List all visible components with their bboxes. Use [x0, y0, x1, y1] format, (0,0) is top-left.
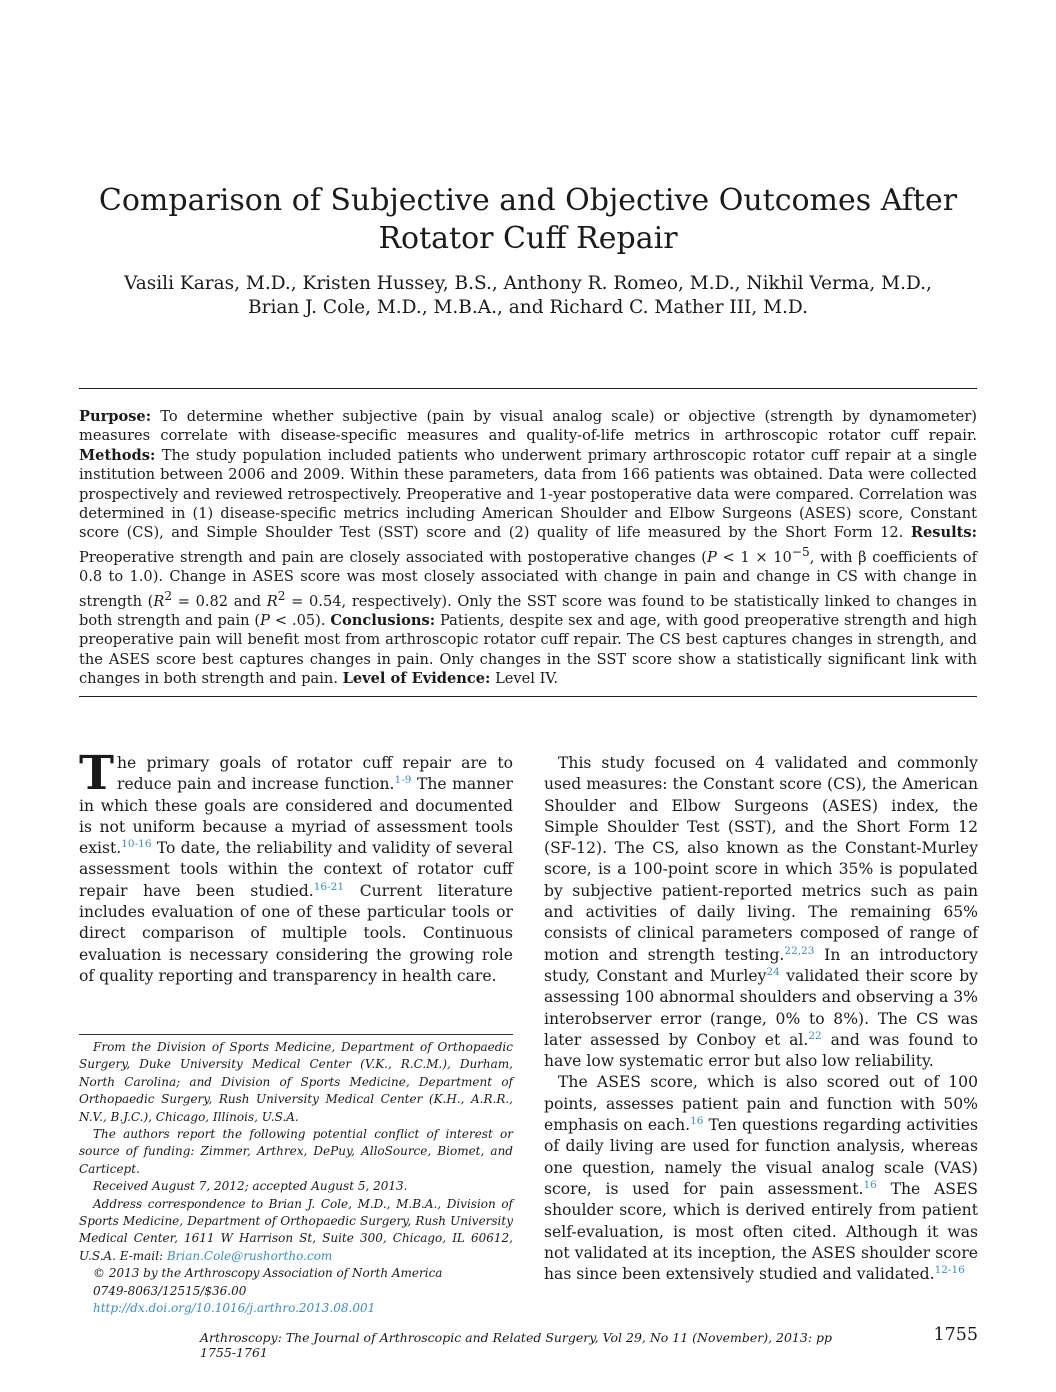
conclusions-label: Conclusions:	[330, 611, 436, 629]
footnote-address	[79, 1196, 513, 1266]
drop-cap: T	[79, 746, 114, 801]
page-number: 1755	[933, 1325, 978, 1345]
citation-link[interactable]: 10-16	[121, 838, 152, 850]
results-r-symbol: R	[153, 592, 165, 610]
authors-line-2: Brian J. Cole, M.D., M.B.A., and Richard C. Mather III, M.D.	[248, 297, 808, 318]
citation-link[interactable]: 12-16	[934, 1263, 965, 1276]
level-of-evidence-label: Level of Evidence:	[342, 670, 491, 687]
footnote-copyright: © 2013 by the Arthroscopy Association of North America	[93, 1266, 443, 1281]
body-column-right	[544, 753, 978, 1285]
footnote-issn: 0749-8063/12515/$36.00	[93, 1283, 247, 1298]
methods-text: The study population included patients who underwent primary arthroscopic rotator cuff repair at a single institution between 2006 and 2009. Within these parameters, data from 166 patients was obtained. Data were collected prospectively and reviewed retrospectively. Preoperative and 1-year postoperative data were compared. Correlation was determined in (1) disease-specific metrics including American Shoulder and Elbow Surgeons (ASES) score, Constant score (CS), and Simple Shoulder Test (SST) score and (2) quality of life measured by the Short Form 12.	[79, 446, 977, 542]
purpose-label: Purpose:	[79, 408, 152, 425]
doi-link[interactable]: http://dx.doi.org/10.1016/j.arthro.2013.08.001	[93, 1301, 376, 1316]
citation-link[interactable]: 1-9	[394, 774, 412, 787]
conclusions-text: Patients, despite sex and age, with good preoperative strength and high preoperative pain will benefit most from arthroscopic rotator cuff repair. The CS best captures changes in strength, and the ASES score best captures changes in pain. Only changes in the SST score show a statistically significant link with changes in both strength and pain.	[79, 611, 977, 687]
results-text: = 0.54, respectively). Only the SST score was found to be statistically linked to changes in both strength and pain (	[79, 592, 977, 629]
results-label: Results:	[910, 524, 977, 542]
address-text: Address correspondence to Brian J. Cole, M.D., M.B.A., Division of Sports Medicine, Department of Orthopaedic Surgery, Rush University Medical Center, 1611 W Harrison St, Suite 300, Chicago, IL 60612, U.S.A. E-mail:	[79, 1196, 513, 1263]
results-text: , with β coefficients of 0.8 to 1.0). Change in ASES score was most closely associated with change in pain and change in CS with change in strength (	[79, 548, 977, 610]
abstract	[79, 407, 977, 688]
article-title: Comparison of Subjective and Objective Outcomes After Rotator Cuff Repair	[98, 183, 958, 256]
citation-link[interactable]: 22	[808, 1029, 822, 1042]
body-text: and was found to have low systematic error but also low reliability.	[544, 1030, 978, 1071]
results-text: = 0.82 and	[172, 592, 267, 610]
results-r-sup: 2	[277, 588, 286, 603]
citation-link[interactable]: 16-21	[313, 880, 345, 893]
citation-link[interactable]: 16	[690, 1114, 704, 1127]
body-text: Current literature includes evaluation of one of these particular tools or direct comparison of multiple tools. Continuous evaluation is necessary considering the growing role of quality reporting and transparency in health care.	[79, 881, 513, 985]
body-paragraph	[544, 1072, 978, 1285]
footnotes	[79, 1039, 513, 1318]
results-r-sup: 2	[164, 588, 173, 603]
body-text: In an introductory study, Constant and Murley	[544, 945, 978, 985]
level-of-evidence-text: Level IV.	[490, 670, 558, 687]
body-text: The manner in which these goals are considered and documented is not uniform because a myriad of assessment tools exist.	[79, 775, 513, 858]
results-p-symbol: P	[260, 611, 270, 629]
citation-link[interactable]: 16	[863, 1178, 877, 1191]
footnote-conflict: The authors report the following potential conflict of interest or source of funding: Zimmer, Arthrex, DePuy, AlloSource, Biomet, and Carticept.	[79, 1127, 513, 1176]
results-p-symbol: P	[706, 548, 717, 566]
authors-line-1: Vasili Karas, M.D., Kristen Hussey, B.S., Anthony R. Romeo, M.D., Nikhil Verma, M.D.,	[124, 273, 932, 294]
footnote-rule	[79, 1034, 513, 1035]
body-text: The ASES shoulder score, which is derived entirely from patient self-evaluation, is most often cited. Although it was not validated at its inception, the ASES shoulder score has since been extensively studied and validated.	[544, 1179, 978, 1284]
body-paragraph	[544, 753, 978, 1072]
results-text: < .05).	[269, 611, 331, 629]
body-text: he primary goals of rotator cuff repair are to reduce pain and increase function.	[116, 754, 513, 794]
body-column-left	[79, 746, 513, 987]
results-text: < 1 × 10	[716, 548, 792, 566]
results-exponent: −5	[791, 544, 810, 559]
body-text: To date, the reliability and validity of several assessment tools within the context of rotator cuff repair have been studied.	[79, 839, 513, 900]
results-text: Preoperative strength and pain are closely associated with postoperative changes (	[79, 548, 707, 566]
footnote-received: Received August 7, 2012; accepted August 5, 2013.	[93, 1179, 408, 1194]
email-link[interactable]: Brian.Cole@rushortho.com	[166, 1248, 333, 1263]
methods-label: Methods:	[79, 446, 156, 464]
purpose-text: To determine whether subjective (pain by visual analog scale) or objective (strength by dynamometer) measures correlate with disease-specific measures and quality-of-life metrics in arthroscopic rotator cuff repair.	[79, 408, 977, 445]
author-list	[80, 272, 976, 320]
body-text: This study focused on 4 validated and commonly used measures: the Constant score (CS), the American Shoulder and Elbow Surgeons (ASES) index, the Simple Shoulder Test (SST), and the Short Form 12 (SF-12). The CS, also known as the Constant-Murley score, is a 100-point score in which 35% is populated by subjective patient-reported metrics such as pain and activities of daily living. The remaining 65% consists of clinical parameters composed of range of motion and strength testing.	[544, 754, 978, 964]
body-text: The ASES score, which is also scored out of 100 points, assesses patient pain and function with 50% emphasis on each.	[544, 1073, 978, 1135]
citation-link[interactable]: 24	[766, 965, 780, 978]
body-paragraph	[79, 746, 513, 987]
body-text: Ten questions regarding activities of daily living are used for function analysis, whereas one question, namely the visual analog scale (VAS) score, is used for pain assessment.	[544, 1116, 978, 1198]
body-text: validated their score by assessing 100 abnormal shoulders and observing a 3% interobserver error (range, 0% to 8%). The CS was later assessed by Conboy et al.	[544, 966, 978, 1049]
abstract-bottom-rule	[79, 696, 977, 697]
footnote-affiliation: From the Division of Sports Medicine, Department of Orthopaedic Surgery, Duke University Medical Center (V.K., R.C.M.), Durham, North Carolina; and Division of Sports Medicine, Department of Orthopaedic Surgery, Rush University Medical Center (K.H., A.R.R., N.V., B.J.C.), Chicago, Illinois, U.S.A.	[79, 1040, 513, 1124]
results-r-symbol: R	[266, 592, 278, 610]
citation-link[interactable]: 22,23	[784, 944, 815, 957]
abstract-top-rule	[79, 388, 977, 389]
running-footer: Arthroscopy: The Journal of Arthroscopic and Related Surgery, Vol 29, No 11 (November), 2013: pp 1755-1761	[200, 1330, 833, 1360]
